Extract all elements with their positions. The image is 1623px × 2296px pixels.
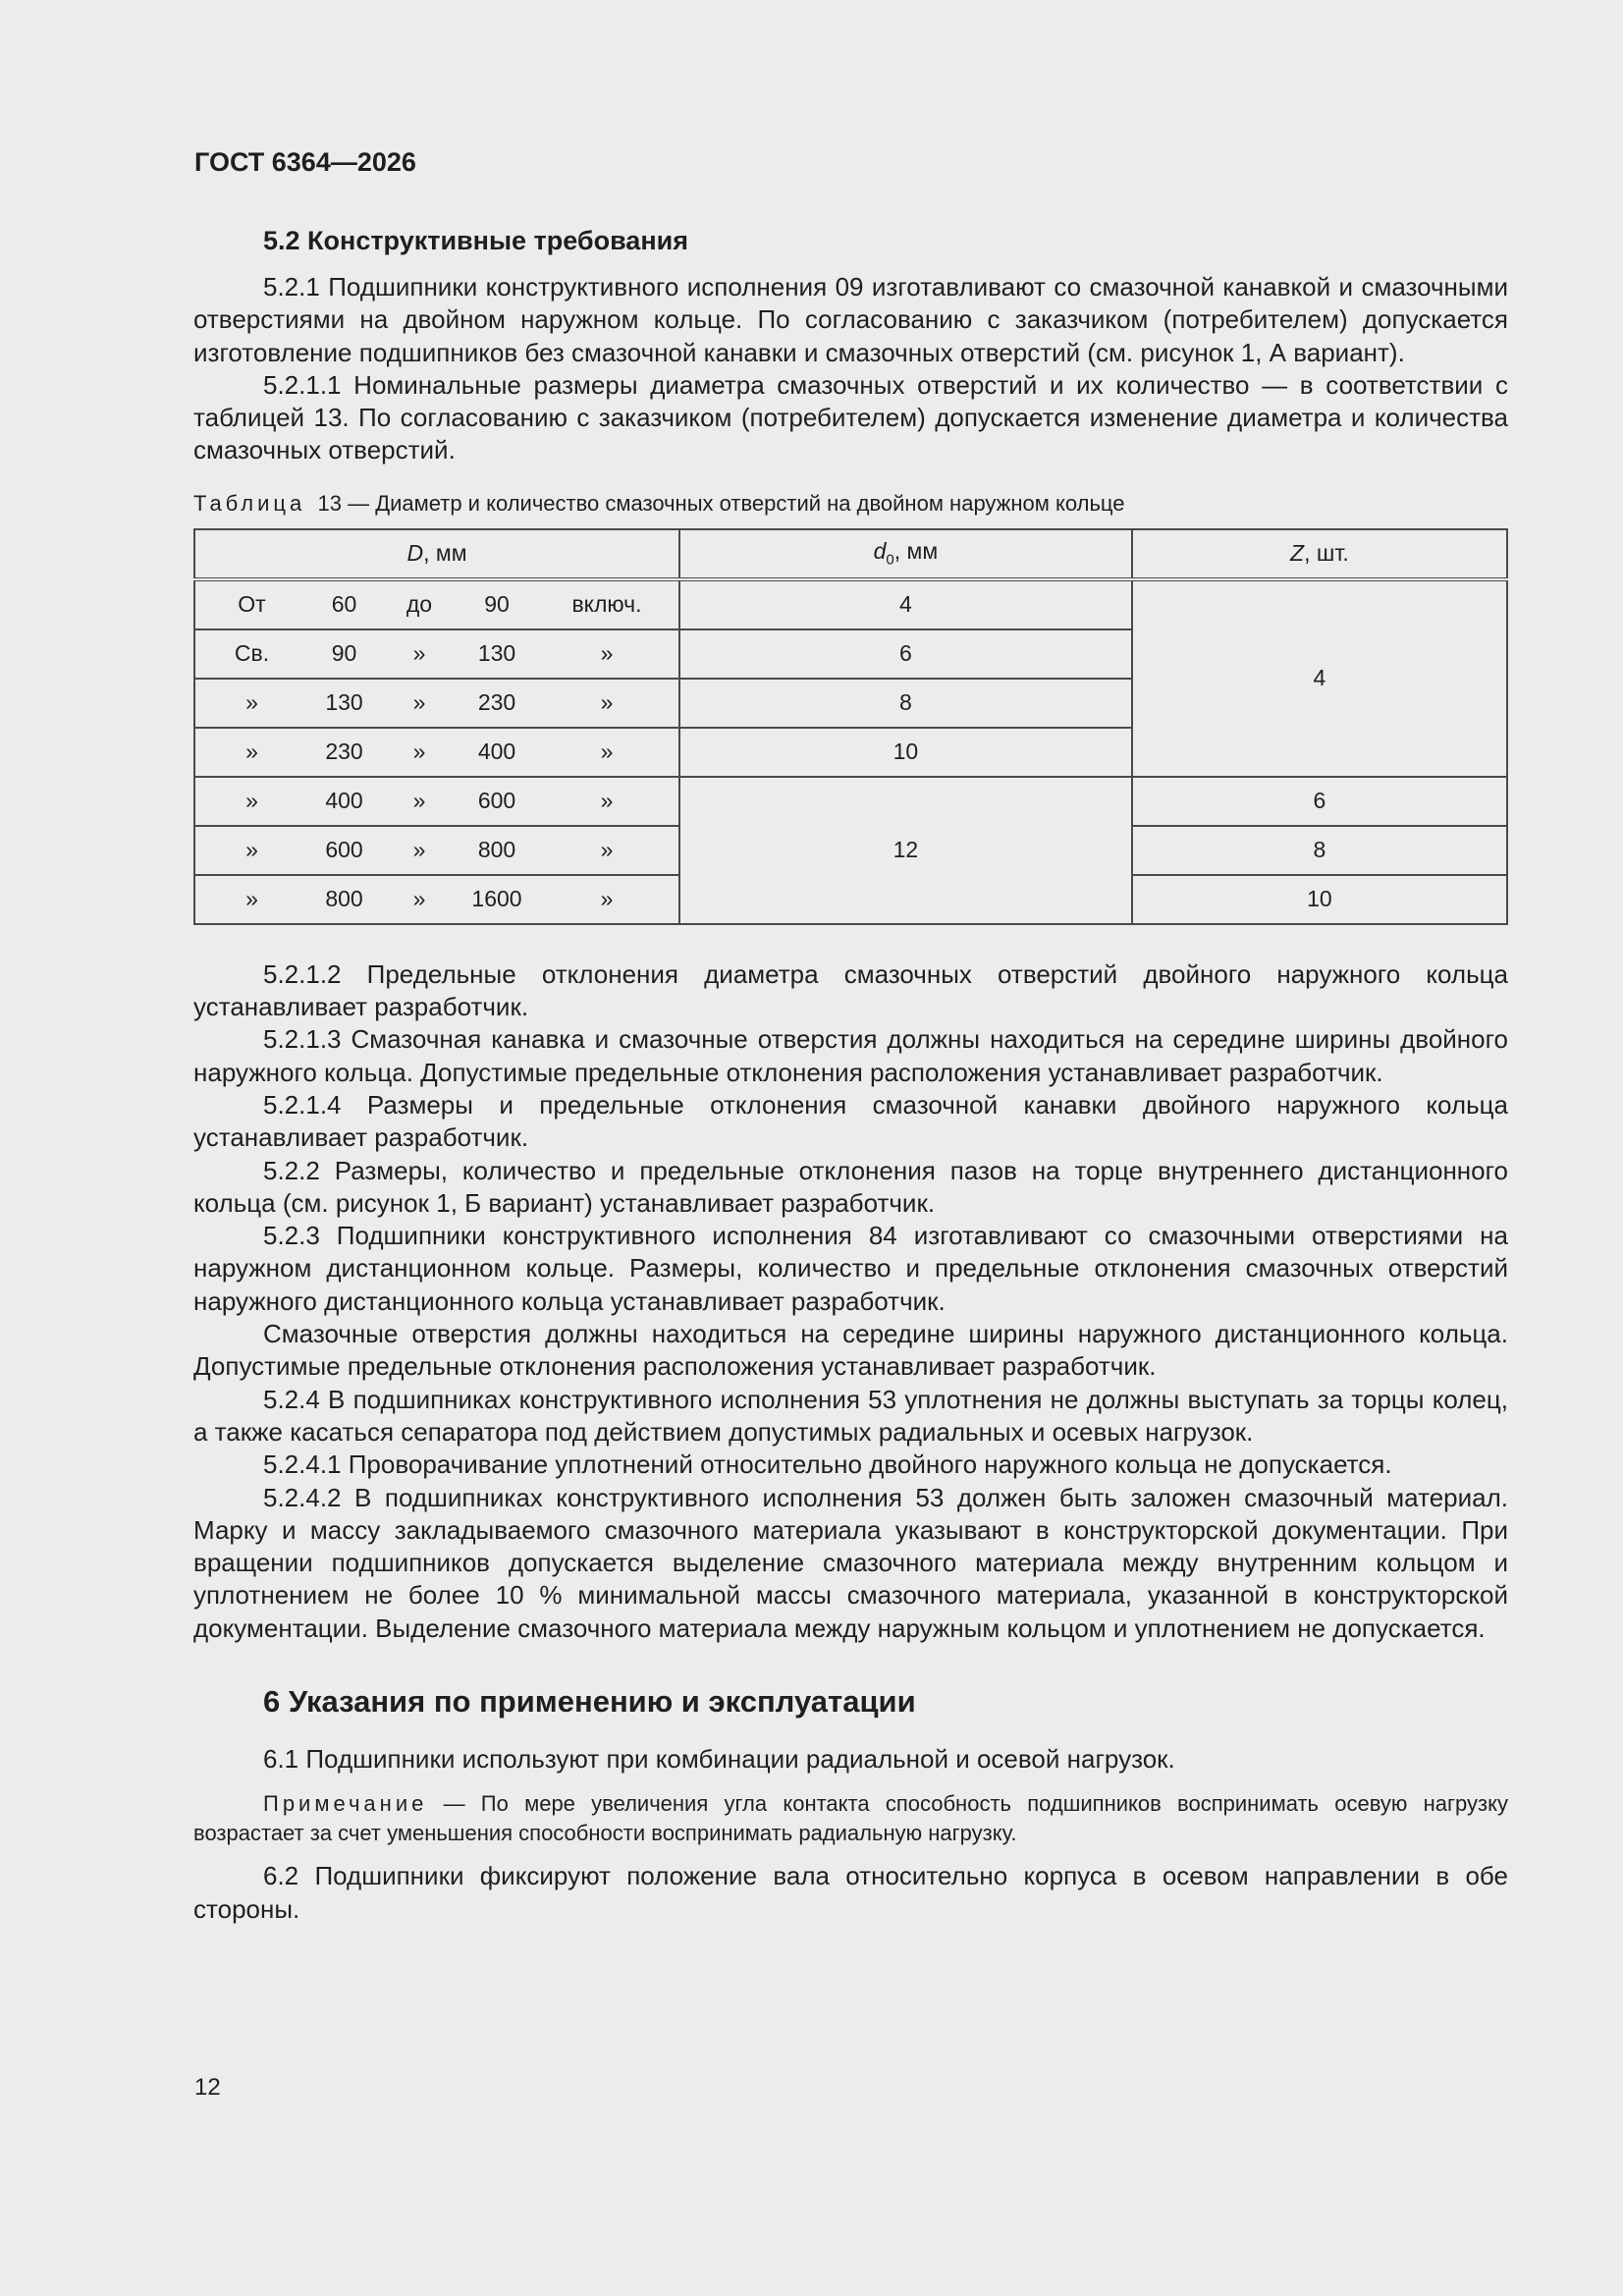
- page-content: [193, 224, 1508, 1926]
- paragraph-5-2-4-1: 5.2.4.1 Проворачивание уплотнений относительно двойного наружного кольца не допускается.: [263, 1449, 1392, 1480]
- column-header-D: D, мм: [194, 529, 679, 579]
- note-text: — По мере увеличения угла контакта способность подшипников воспринимать осевую нагрузку возрастает за счет уменьшения способности воспринимать радиальную нагрузку.: [193, 1791, 1508, 1846]
- table-row: [194, 579, 1507, 629]
- column-header-Z: Z, шт.: [1132, 529, 1507, 579]
- d-range-cell: » 130 » 230 »: [194, 679, 679, 728]
- paragraph-5-2-1-2: 5.2.1.2 Предельные отклонения диаметра смазочных отверстий двойного наружного кольца устанавливает разработчик.: [193, 958, 1508, 1022]
- d-range-cell: Св. 90 » 130 »: [194, 629, 679, 679]
- table-13: [193, 528, 1508, 925]
- d0-cell: 8: [679, 679, 1132, 728]
- d0-merged-cell: 12: [679, 777, 1132, 924]
- table-row: [194, 777, 1507, 826]
- column-header-d0: $d_0$, мм: [679, 529, 1132, 579]
- paragraph-5-2-3-cont: Смазочные отверстия должны находиться на середине ширины наружного дистанционного кольца. Допустимые предельные отклонения расположения устанавливает разработчик.: [193, 1319, 1508, 1382]
- d-range-cell: » 400 » 600 »: [194, 777, 679, 826]
- paragraph-5-2-1-4: 5.2.1.4 Размеры и предельные отклонения смазочной канавки двойного наружного кольца устанавливает разработчик.: [193, 1089, 1508, 1153]
- table-13-caption: [193, 489, 1508, 519]
- page-number: 12: [194, 2074, 221, 2101]
- section-5-2-title: 5.2 Конструктивные требования: [263, 226, 688, 255]
- note: [193, 1789, 1508, 1848]
- d0-cell: 4: [679, 579, 1132, 629]
- z-cell: 8: [1132, 826, 1507, 875]
- paragraph-5-2-1: 5.2.1 Подшипники конструктивного исполнения 09 изготавливают со смазочной канавкой и смазочными отверстиями на двойном наружном кольце. По согласованию с заказчиком (потребителем) допускается изготовление подшипников без смазочной канавки и смазочных отверстий (см. рисунок 1, А вариант).: [193, 272, 1508, 367]
- z-cell: 10: [1132, 875, 1507, 924]
- d-range-cell: » 600 » 800 »: [194, 826, 679, 875]
- z-merged-cell: 4: [1132, 579, 1507, 777]
- note-label: Примечание: [263, 1791, 428, 1817]
- d-range-cell: От 60 до 90 включ.: [194, 579, 679, 629]
- paragraph-5-2-4-2: 5.2.4.2 В подшипниках конструктивного исполнения 53 должен быть заложен смазочный материал. Марку и массу закладываемого смазочного материала указывают в конструкторской документации. При вращении подшипников допускается выделение смазочного материала между внутренним кольцом и уплотнением не более 10 % минимальной массы смазочного материала, указанной в конструкторской документации. Выделение смазочного материала между наружным кольцом и уплотнением не допускается.: [193, 1482, 1508, 1643]
- paragraph-6-1: 6.1 Подшипники используют при комбинации радиальной и осевой нагрузок.: [263, 1744, 1175, 1775]
- table-caption-label: Таблица: [193, 490, 306, 516]
- paragraph-5-2-1-1: 5.2.1.1 Номинальные размеры диаметра смазочных отверстий и их количество — в соответствии с таблицей 13. По согласованию с заказчиком (потребителем) допускается изменение диаметра и количества смазочных отверстий.: [193, 369, 1508, 465]
- d-range-cell: » 800 » 1600 »: [194, 875, 679, 924]
- d0-cell: 6: [679, 629, 1132, 679]
- paragraph-6-2: 6.2 Подшипники фиксируют положение вала относительно корпуса в осевом направлении в обе стороны.: [193, 1861, 1508, 1924]
- z-cell: 6: [1132, 777, 1507, 826]
- paragraph-5-2-4: 5.2.4 В подшипниках конструктивного исполнения 53 уплотнения не должны выступать за торцы колец, а также касаться сепаратора под действием допустимых радиальных и осевых нагрузок.: [193, 1384, 1508, 1447]
- d0-cell: 10: [679, 728, 1132, 777]
- table-header-row: [194, 529, 1507, 579]
- paragraph-5-2-2: 5.2.2 Размеры, количество и предельные отклонения пазов на торце внутреннего дистанционного кольца (см. рисунок 1, Б вариант) устанавливает разработчик.: [193, 1155, 1508, 1218]
- section-6-title: 6 Указания по применению и эксплуатации: [263, 1684, 916, 1720]
- paragraph-5-2-3: 5.2.3 Подшипники конструктивного исполнения 84 изготавливают со смазочными отверстиями на наружном дистанционном кольце. Размеры, количество и предельные отклонения смазочных отверстий наружного дистанционного кольца устанавливает разработчик.: [193, 1221, 1508, 1316]
- document-header: ГОСТ 6364—2026: [194, 147, 416, 177]
- d-range-cell: » 230 » 400 »: [194, 728, 679, 777]
- paragraph-5-2-1-3: 5.2.1.3 Смазочная канавка и смазочные отверстия должны находиться на середине ширины двойного наружного кольца. Допустимые предельные отклонения расположения устанавливает разработчик.: [193, 1024, 1508, 1087]
- table-caption-text: 13 — Диаметр и количество смазочных отверстий на двойном наружном кольце: [317, 490, 1125, 516]
